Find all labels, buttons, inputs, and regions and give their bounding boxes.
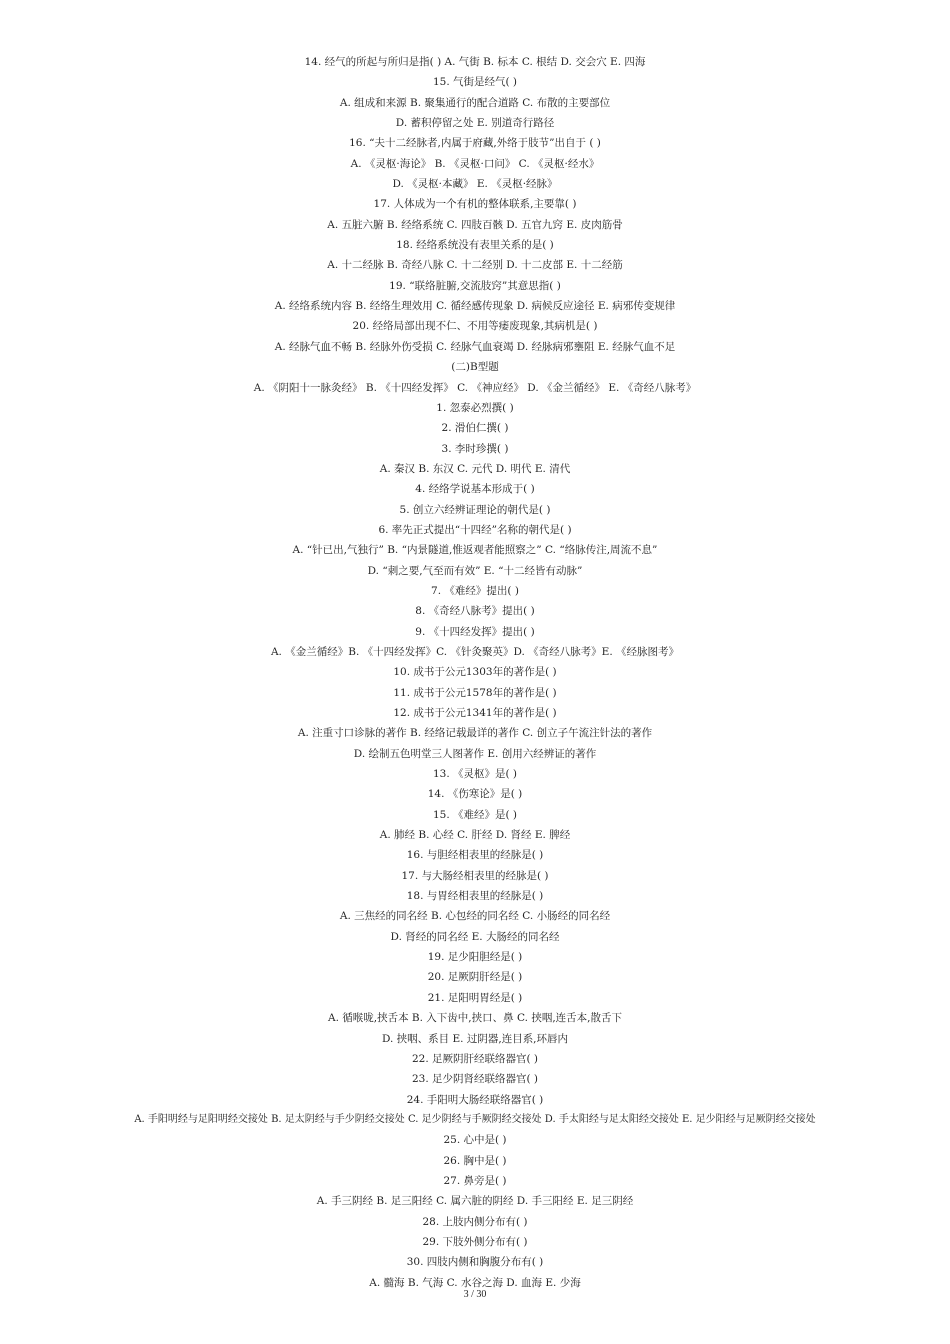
text-line: 20. 足厥阴肝经是( ): [427, 971, 523, 984]
text-line: 17. 人体成为一个有机的整体联系,主要靠( ): [373, 198, 577, 211]
text-line: A. 循喉咙,挟舌本 B. 入下齿中,挟口、鼻 C. 挟咽,连舌本,散舌下: [327, 1012, 622, 1025]
text-line: 7. 《难经》提出( ): [431, 584, 519, 597]
text-line: 30. 四肢内侧和胸腹分布有( ): [406, 1256, 544, 1269]
text-line: 22. 足厥阴肝经联络器官( ): [411, 1052, 539, 1065]
text-line: 15. 《难经》是( ): [432, 808, 518, 821]
section-heading: (二)B型题: [451, 361, 499, 374]
text-line: 2. 滑伯仁撰( ): [441, 422, 509, 435]
text-line: 19. “联络脏腑,交流肢窍”其意思指( ): [389, 279, 561, 292]
text-line: 8. 《奇经八脉考》提出( ): [415, 605, 535, 618]
text-line: D. 肾经的同名经 E. 大肠经的同名经: [390, 930, 560, 943]
text-line: A. 五脏六腑 B. 经络系统 C. 四肢百骸 D. 五官九窍 E. 皮肉筋骨: [327, 218, 623, 231]
text-line: 21. 足阳明胃经是( ): [427, 991, 523, 1004]
text-line: A. 《金兰循经》B. 《十四经发挥》C. 《针灸聚英》D. 《奇经八脉考》E. 《经脉图考》: [270, 645, 680, 658]
text-line: 24. 手阳明大肠经联络器官( ): [406, 1093, 544, 1106]
text-line: 12. 成书于公元1341年的著作是( ): [393, 707, 557, 719]
text-line: 28. 上肢内侧分布有( ): [422, 1215, 528, 1228]
text-line: A. 手三阴经 B. 足三阳经 C. 属六脏的阴经 D. 手三阳经 E. 足三阴经: [316, 1195, 634, 1208]
text-line: 27. 鼻旁是( ): [443, 1174, 507, 1187]
text-line: 14. 《伤寒论》是( ): [427, 788, 523, 801]
document-body: [0, 52, 950, 1293]
text-line: 6. 率先正式提出“十四经”名称的朝代是( ): [378, 523, 572, 536]
text-line: 18. 与胃经相表里的经脉是( ): [406, 890, 544, 903]
text-line: 26. 胸中是( ): [443, 1154, 507, 1167]
text-line: A. 三焦经的同名经 B. 心包经的同名经 C. 小肠经的同名经: [339, 910, 611, 923]
text-line: A. 十二经脉 B. 奇经八脉 C. 十二经别 D. 十二皮部 E. 十二经筋: [327, 259, 623, 272]
text-line: 25. 心中是( ): [443, 1134, 507, 1147]
text-line: 18. 经络系统没有表里关系的是( ): [396, 239, 554, 252]
text-line: A. 《灵枢·海论》 B. 《灵枢·口问》 C. 《灵枢·经水》: [350, 157, 600, 170]
text-line: 1. 忽泰必烈撰( ): [436, 401, 514, 414]
text-line: 29. 下肢外侧分布有( ): [422, 1235, 528, 1248]
text-line: 15. 气街是经气( ): [432, 76, 518, 89]
text-line: 23. 足少阴肾经联络器官( ): [411, 1073, 539, 1086]
text-line: 4. 经络学说基本形成于( ): [415, 483, 535, 496]
text-line: 20. 经络局部出现不仁、不用等痿废现象,其病机是( ): [352, 320, 598, 333]
text-line: 13. 《灵枢》是( ): [432, 768, 518, 781]
text-line: A. 手阳明经与足阳明经交接处 B. 足太阴经与手少阴经交接处 C. 足少阴经与手厥阴经交接处 D. 手太阳经与足太阳经交接处 E. 足少阳经与足厥阴经交接处: [134, 1113, 816, 1125]
text-line: 16. 与胆经相表里的经脉是( ): [406, 849, 544, 862]
text-line: 9. 《十四经发挥》提出( ): [415, 625, 535, 638]
text-line: 16. “夫十二经脉者,内属于府藏,外络于肢节”出自于 ( ): [349, 137, 601, 150]
text-line: A. 组成和来源 B. 聚集通行的配合道路 C. 布散的主要部位: [339, 96, 611, 109]
text-line: 11. 成书于公元1578年的著作是( ): [393, 686, 557, 699]
text-line: A. 秦汉 B. 东汉 C. 元代 D. 明代 E. 清代: [379, 462, 571, 475]
text-line: 17. 与大肠经相表里的经脉是( ): [401, 869, 549, 882]
text-line: D. 蓄积停留之处 E. 别道奇行路径: [395, 117, 555, 130]
text-line: D. “刺之要,气至而有效” E. “十二经皆有动脉”: [367, 564, 583, 577]
text-line: 10. 成书于公元1303年的著作是( ): [393, 666, 557, 679]
text-line: D. 挟咽、系目 E. 过阴器,连目系,环唇内: [381, 1032, 569, 1045]
text-line: D. 《灵枢·本藏》 E. 《灵枢·经脉》: [392, 178, 558, 191]
text-line: 14. 经气的所起与所归是指( ) A. 气街 B. 标本 C. 根结 D. 交会穴 E. 四海: [304, 56, 646, 68]
text-line: A. 肺经 B. 心经 C. 肝经 D. 肾经 E. 脾经: [379, 829, 571, 842]
text-line: A. 经络系统内容 B. 经络生理效用 C. 循经感传现象 D. 病候反应途径 E. 病邪传变规律: [274, 300, 676, 313]
text-line: A. 《阴阳十一脉灸经》 B. 《十四经发挥》 C. 《神应经》 D. 《金兰循经》 E. 《奇经八脉考》: [253, 381, 697, 394]
text-line: A. 髓海 B. 气海 C. 水谷之海 D. 血海 E. 少海: [369, 1276, 581, 1289]
text-line: D. 绘制五色明堂三人图著作 E. 创用六经辨证的著作: [353, 747, 597, 760]
text-line: A. 经脉气血不畅 B. 经脉外伤受损 C. 经脉气血衰竭 D. 经脉病邪壅阻 E. 经脉气血不足: [274, 340, 676, 353]
text-line: A. 注重寸口诊脉的著作 B. 经络记载最详的著作 C. 创立子午流注针法的著作: [297, 727, 653, 740]
text-line: A. “针已出,气独行” B. “内景隧道,惟返观者能照察之” C. “络脉传注,周流不息”: [292, 544, 658, 557]
text-line: 19. 足少阳胆经是( ): [427, 951, 523, 964]
page-number: 3 / 30: [463, 1289, 487, 1300]
text-line: 5. 创立六经辨证理论的朝代是( ): [399, 503, 551, 516]
text-line: 3. 李时珍撰( ): [441, 442, 509, 455]
